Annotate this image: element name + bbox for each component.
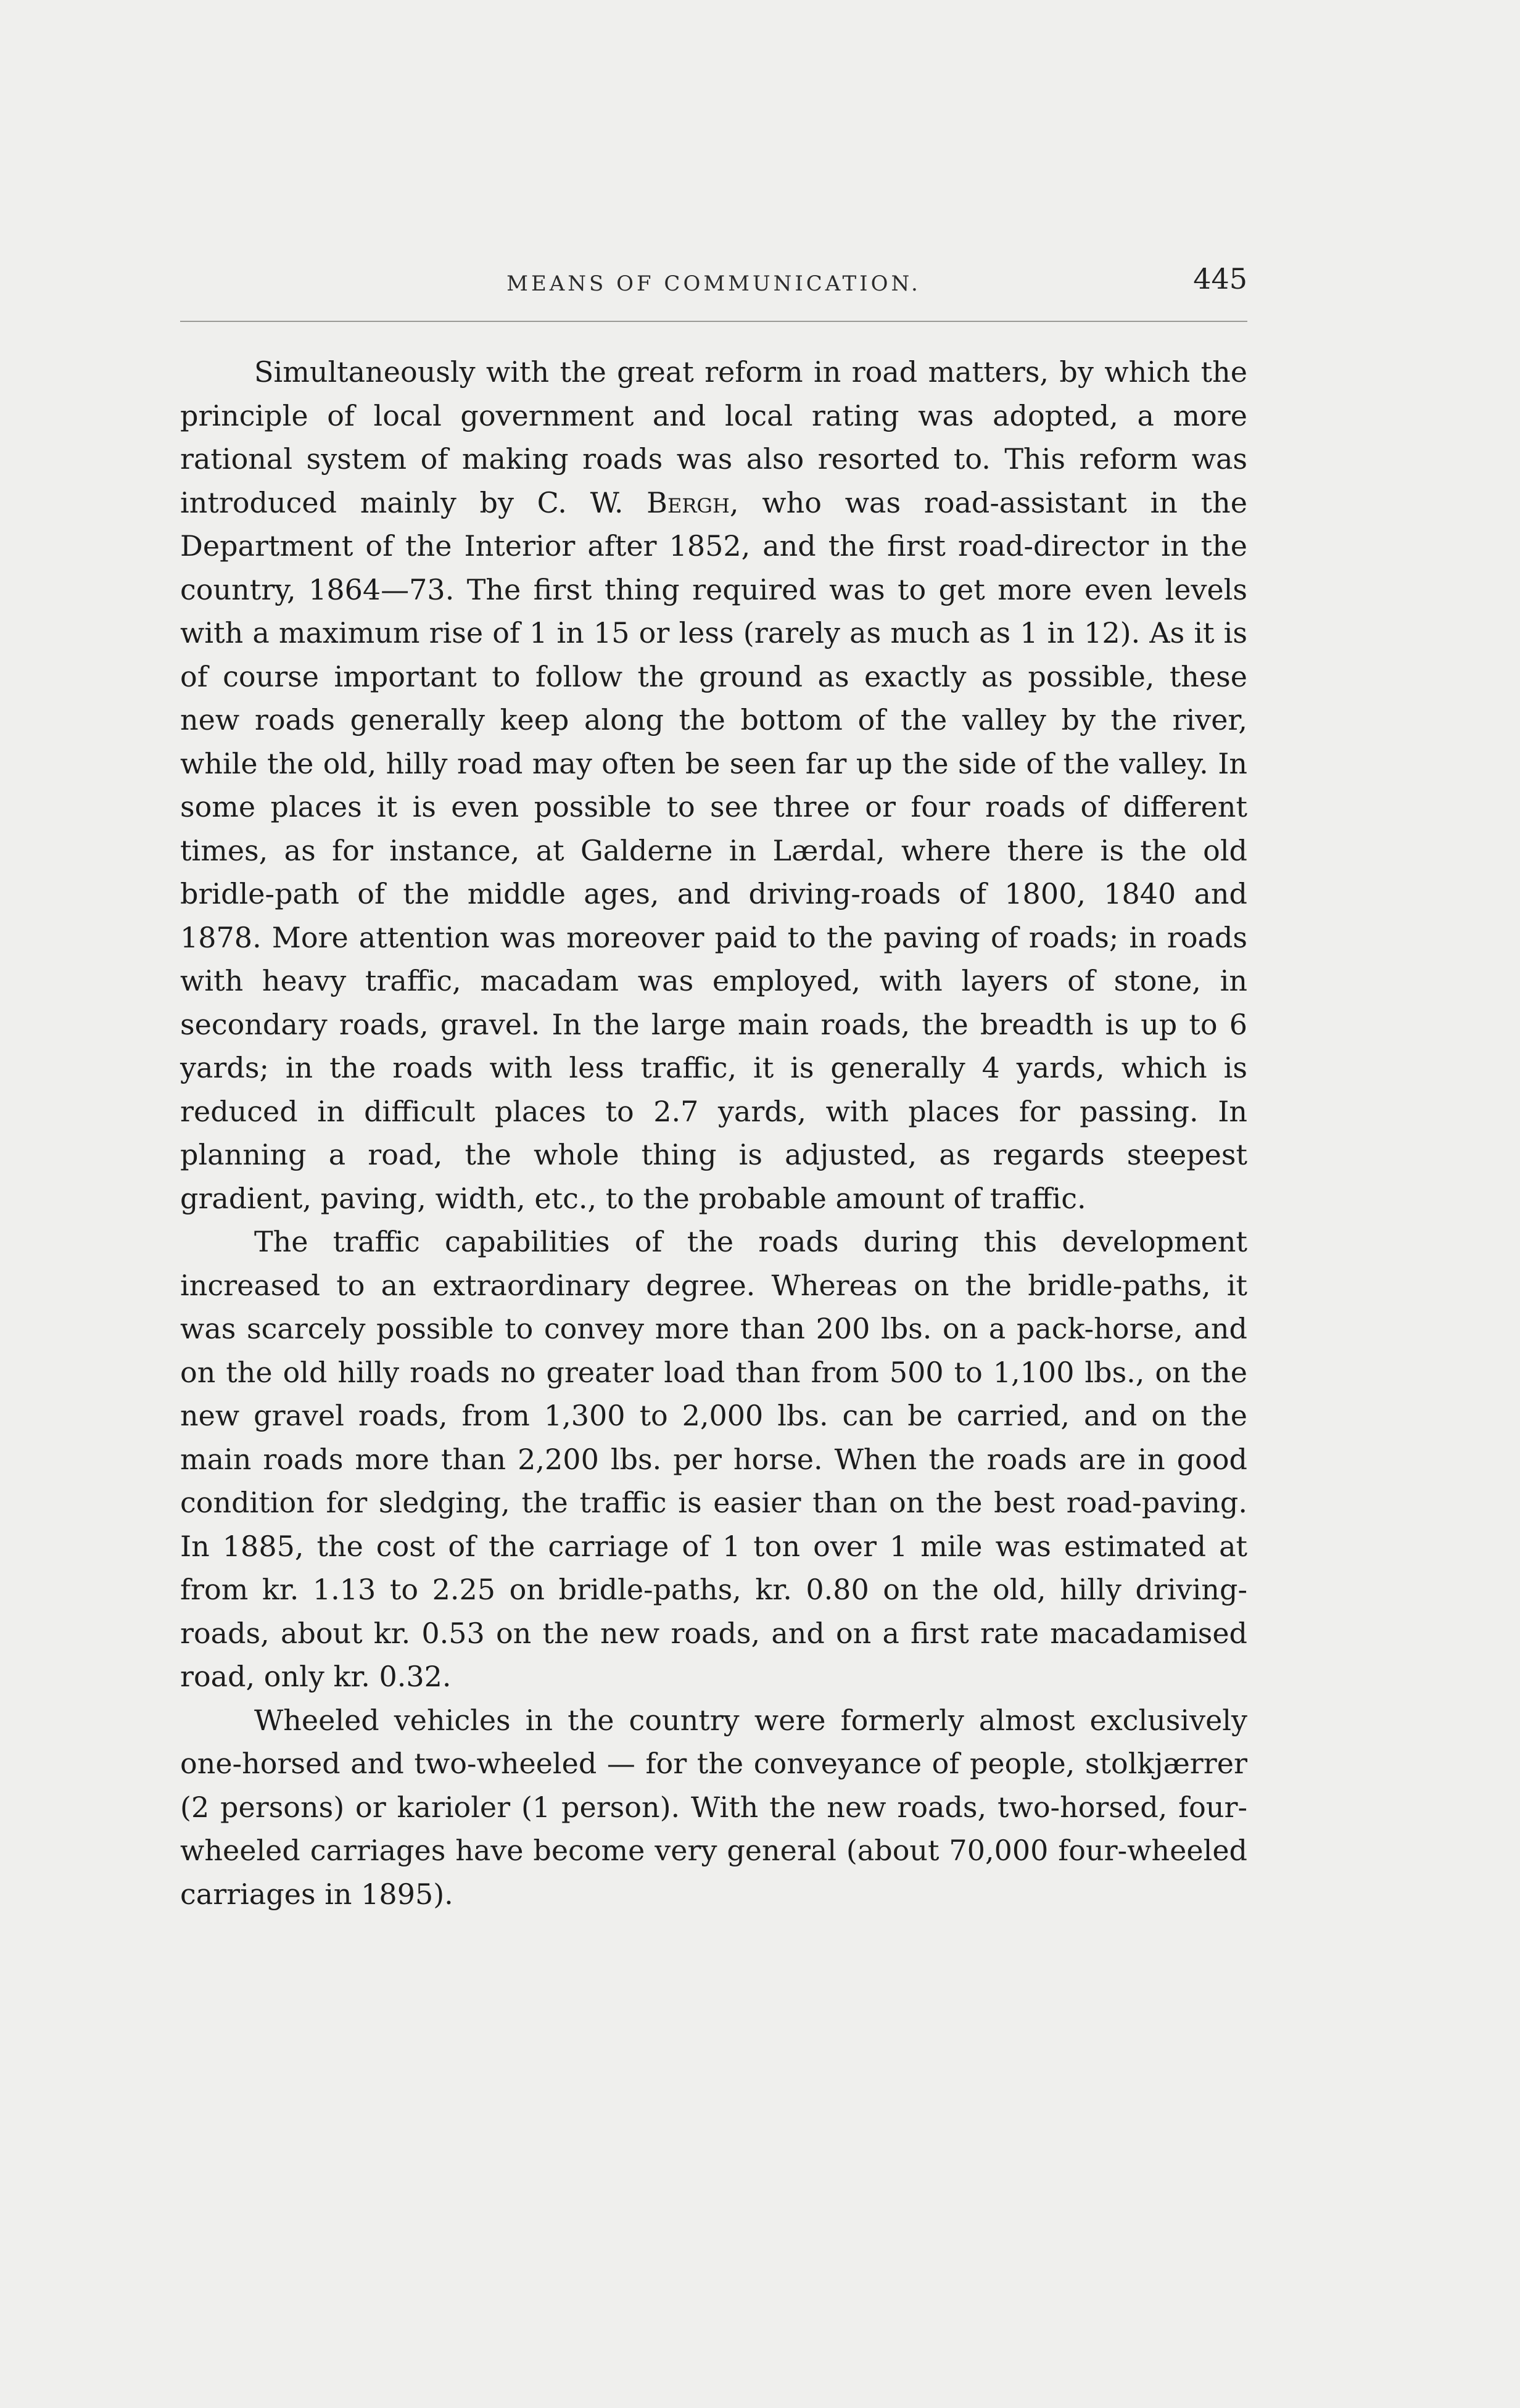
author-name-bergh: Bergh	[646, 485, 730, 519]
page-header	[180, 262, 1247, 322]
paragraph-2: The traffic capabilities of the roads during this development increased to an extraordinary degree. Whereas on the bridle-paths, it was scarcely possible to convey more than 200 lbs. on a pack-horse, and on the old hilly roads no greater load than from 500 to 1,100 lbs., on the new gravel roads, from 1,300 to 2,000 lbs. can be carried, and on the main roads more than 2,200 lbs. per horse. When the roads are in good condition for sledging, the traffic is easier than on the best road-paving. In 1885, the cost of the carriage of 1 ton over 1 mile was estimated at from kr. 1.13 to 2.25 on bridle-paths, kr. 0.80 on the old, hilly driving-roads, about kr. 0.53 on the new roads, and on a first rate macadamised road, only kr. 0.32.	[180, 1225, 1247, 1693]
paragraph-1	[180, 350, 1247, 1220]
paragraph-3: Wheeled vehicles in the country were formerly almost exclusively one-horsed and two-wheeled — for the conveyance of people, stolkjærrer (2 persons) or karioler (1 person). With the new roads, two-horsed, four-wheeled carriages have become very general (about 70,000 four-wheeled carriages in 1895).	[180, 1703, 1247, 1911]
running-title: MEANS OF COMMUNICATION.	[506, 271, 921, 296]
paragraph-1-text-before-name: Simultaneously with the great reform in road matters, by which the principle of local government and local rating was adopted, a more rational system of making roads was also resorted to. This reform was introduced mainly by C. W.	[180, 355, 1247, 519]
paragraph-1-text-after-name: , who was road-assistant in the Department of the Interior after 1852, and the first road-director in the country, 1864—73. The first thing required was to get more even levels with a maximum rise of 1 in 15 or less (rarely as much as 1 in 12). As it is of course important to follow the ground as exactly as possible, these new roads generally keep along the bottom of the valley by the river, while the old, hilly road may often be seen far up the side of the valley. In some places it is even possible to see three or four roads of different times, as for instance, at Galderne in Lærdal, where there is the old bridle-path of the middle ages, and driving-roads of 1800, 1840 and 1878. More attention was moreover paid to the paving of roads; in roads with heavy traffic, macadam was employed, with layers of stone, in secondary roads, gravel. In the large main roads, the breadth is up to 6 yards; in the roads with less traffic, it is generally 4 yards, which is reduced in difficult places to 2.7 yards, with places for passing. In planning a road, the whole thing is adjusted, as regards steepest gradient, paving, width, etc., to the probable amount of traffic.	[180, 485, 1247, 1215]
page-number: 445	[1193, 262, 1247, 295]
body-text	[180, 350, 1247, 1916]
